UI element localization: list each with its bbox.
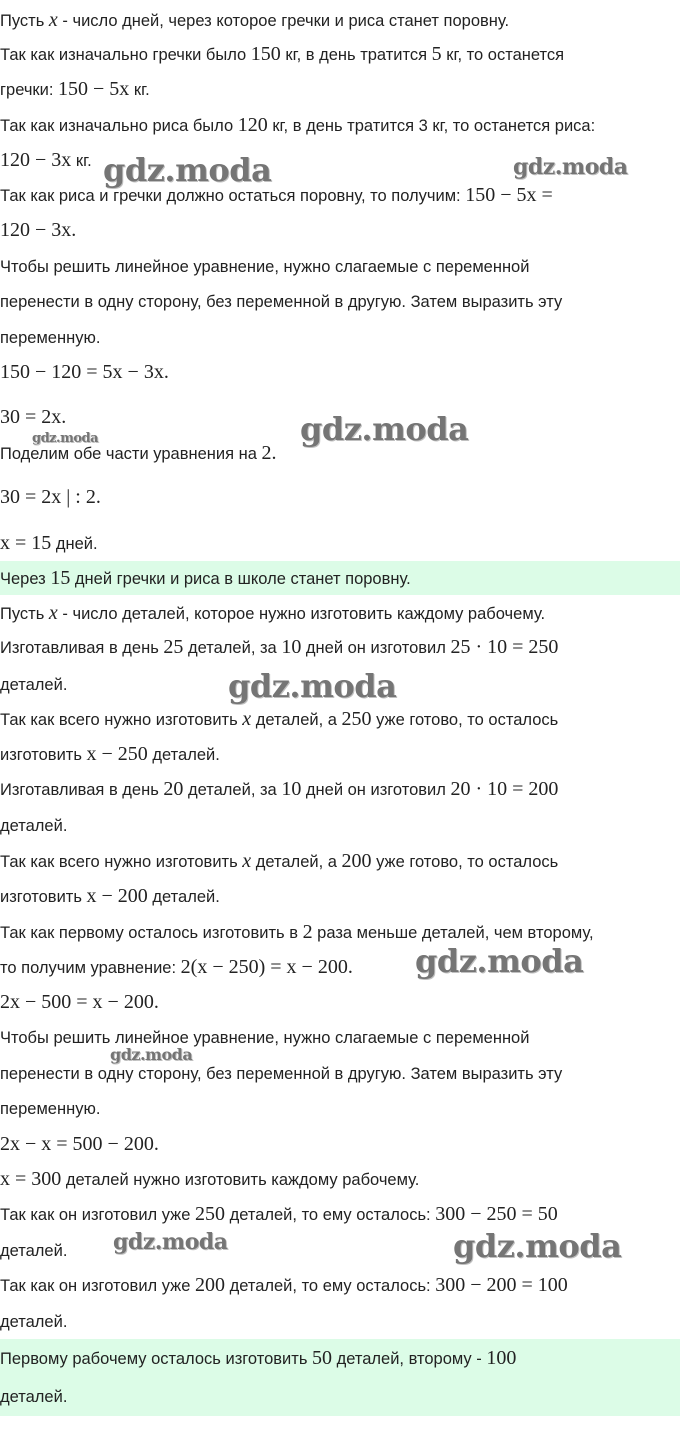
text-line: перенести в одну сторону, без переменной в другую. Затем выразить эту [0, 293, 563, 311]
watermark: gdz.moda [228, 667, 397, 705]
watermark: gdz.moda [453, 1227, 622, 1265]
text-line: деталей. [0, 1242, 68, 1260]
text-line: Так как он изготовил уже 250 деталей, то ему осталось: 300 − 250 = 50 [0, 1203, 558, 1225]
text-line: Так как всего нужно изготовить x деталей, а 250 уже готово, то осталось [0, 708, 559, 730]
text-line: Чтобы решить линейное уравнение, нужно слагаемые с переменной [0, 1029, 530, 1047]
watermark: gdz.moda [513, 154, 628, 180]
text-line: Так как изначально риса было 120 кг, в день тратится 3 кг, то останется риса: [0, 114, 596, 136]
text-line: Так как изначально гречки было 150 кг, в день тратится 5 кг, то останется [0, 43, 565, 65]
text-line: Изготавливая в день 20 деталей, за 10 дней он изготовил 20 · 10 = 200 [0, 778, 559, 800]
text-line: 120 − 3x кг. [0, 149, 92, 171]
text-line: деталей. [0, 676, 68, 694]
text-line: 30 = 2x. [0, 406, 67, 428]
answer-line: Первому рабочему осталось изготовить 50 деталей, второму - 100 [0, 1347, 517, 1369]
text-line: Пусть x - число дней, через которое гречки и риса станет поровну. [0, 9, 510, 31]
text-line: 2x − x = 500 − 200. [0, 1133, 159, 1155]
text-line: деталей. [0, 1313, 68, 1331]
text-line: Так как он изготовил уже 200 деталей, то ему осталось: 300 − 200 = 100 [0, 1274, 568, 1296]
text-line: Пусть x - число деталей, которое нужно изготовить каждому рабочему. [0, 602, 546, 624]
text-line: 150 − 120 = 5x − 3x. [0, 361, 169, 383]
answer-line: деталей. [0, 1388, 68, 1406]
text-line: 120 − 3x. [0, 219, 77, 241]
watermark: gdz.moda [300, 410, 469, 448]
text-line: 30 = 2x | : 2. [0, 486, 101, 508]
text-line: деталей. [0, 817, 68, 835]
watermark: gdz.moda [110, 1045, 193, 1064]
answer-line: Через 15 дней гречки и риса в школе станет поровну. [0, 567, 411, 589]
text-line: 2x − 500 = x − 200. [0, 991, 159, 1013]
text-line: Изготавливая в день 25 деталей, за 10 дней он изготовил 25 · 10 = 250 [0, 636, 559, 658]
text-line: переменную. [0, 1100, 101, 1118]
text-line: то получим уравнение: 2(x − 250) = x − 200. [0, 956, 353, 978]
text-line: гречки: 150 − 5x кг. [0, 78, 150, 100]
text-line: Так как первому осталось изготовить в 2 раза меньше деталей, чем второму, [0, 921, 594, 943]
watermark: gdz.moda [113, 1229, 228, 1255]
watermark: gdz.moda [103, 151, 272, 189]
text-line: переменную. [0, 329, 101, 347]
text-line: изготовить x − 250 деталей. [0, 743, 220, 765]
text-line: x = 15 дней. [0, 532, 98, 554]
text-line: Чтобы решить линейное уравнение, нужно слагаемые с переменной [0, 258, 530, 276]
watermark: gdz.moda [415, 942, 584, 980]
text-line: x = 300 деталей нужно изготовить каждому рабочему. [0, 1168, 420, 1190]
text-line: перенести в одну сторону, без переменной в другую. Затем выразить эту [0, 1065, 563, 1083]
text-line: Так как всего нужно изготовить x деталей, а 200 уже готово, то осталось [0, 850, 559, 872]
text-line: Так как риса и гречки должно остаться поровну, то получим: 150 − 5x = [0, 184, 553, 206]
text-line: Поделим обе части уравнения на 2. [0, 442, 277, 464]
text-line: изготовить x − 200 деталей. [0, 885, 220, 907]
watermark: gdz.moda [32, 431, 99, 446]
